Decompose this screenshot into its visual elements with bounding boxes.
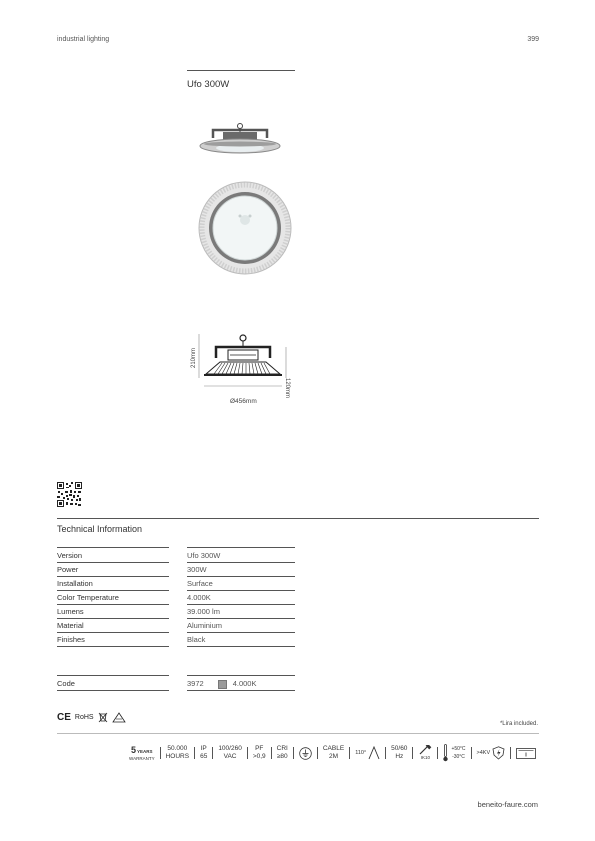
operating-temperature: +50°C -30°C [439, 744, 469, 762]
spec-label: Color Temperature [57, 591, 169, 605]
beam-angle-icon [368, 746, 380, 760]
separator [349, 747, 350, 759]
diameter-dimension-label: Ø456mm [230, 398, 257, 405]
surge-protection: >4KV [473, 746, 510, 760]
separator [194, 747, 195, 759]
product-title: Ufo 300W [187, 79, 230, 90]
qr-code-image[interactable] [57, 482, 82, 507]
code-label: Code [57, 677, 169, 691]
beam-angle: 110° [351, 746, 384, 760]
separator [412, 747, 413, 759]
separator [160, 747, 161, 759]
spec-label: Power [57, 563, 169, 577]
spec-table-top-rule-left [57, 547, 169, 548]
separator [247, 747, 248, 759]
separator [510, 747, 511, 759]
section-title: Technical Information [57, 524, 143, 534]
separator [293, 747, 294, 759]
separator [212, 747, 213, 759]
website-link[interactable]: beneito-faure.com [477, 800, 538, 809]
thermometer-icon [443, 744, 448, 762]
spec-value: 4.000K [187, 591, 295, 605]
product-front-view-image [197, 180, 293, 276]
rohs-mark: RoHS [74, 714, 94, 721]
lifetime-hours: 50.000 HOURS [165, 744, 190, 760]
spec-label: Finishes [57, 633, 169, 647]
features-rule [57, 733, 539, 734]
body-height-dimension-label: 120mm [284, 378, 290, 399]
spec-value: 300W [187, 563, 295, 577]
spec-label: Material [57, 619, 169, 633]
spec-value: Black [187, 633, 295, 647]
ip-rating: IP 65 [200, 744, 208, 760]
input-voltage: 100/260 VAC [218, 744, 242, 760]
ground-icon [295, 747, 316, 760]
separator [471, 747, 472, 759]
features-row [125, 740, 540, 766]
frequency: 50/60 Hz [391, 744, 408, 760]
height-dimension-label: 210mm [191, 347, 197, 368]
separator [271, 747, 272, 759]
section-rule [57, 518, 539, 519]
separator [385, 747, 386, 759]
ce-mark: CE [57, 712, 71, 723]
driver-box-icon [512, 748, 540, 759]
spec-label: Installation [57, 577, 169, 591]
spec-value: Surface [187, 577, 295, 591]
section-name: industrial lighting [57, 36, 110, 43]
spec-label: Version [57, 549, 169, 563]
shield-bolt-icon [492, 746, 505, 760]
color-rendering-index: CRI ≥80 [276, 744, 288, 760]
page-number: 399 [527, 36, 539, 43]
warranty-badge: 5 YEARS WARRANTY [129, 744, 155, 761]
code-temperature: 4.000K [232, 679, 257, 688]
cable-length: CABLE 2M [322, 744, 345, 760]
separator [437, 747, 438, 759]
spec-table-top-rule-right [187, 547, 295, 548]
spec-value: Aluminium [187, 619, 295, 633]
code-top-rule-right [187, 675, 295, 676]
hammer-icon [418, 745, 432, 755]
finish-swatch [218, 680, 227, 689]
spec-value: Ufo 300W [187, 549, 295, 563]
code-top-rule-left [57, 675, 169, 676]
spec-value: 39.000 lm [187, 605, 295, 619]
weee-bin-icon [98, 712, 108, 723]
impact-rating: IK10 [414, 745, 436, 761]
product-side-view-image [195, 120, 285, 164]
power-factor: PF >0,9 [252, 744, 266, 760]
separator [317, 747, 318, 759]
certification-marks [57, 712, 126, 723]
code-number: 3972 [187, 679, 204, 688]
enec-mark-icon [112, 712, 126, 723]
lira-note: *Lira included. [499, 721, 538, 727]
spec-label: Lumens [57, 605, 169, 619]
title-rule [187, 70, 295, 71]
code-value [187, 677, 295, 691]
